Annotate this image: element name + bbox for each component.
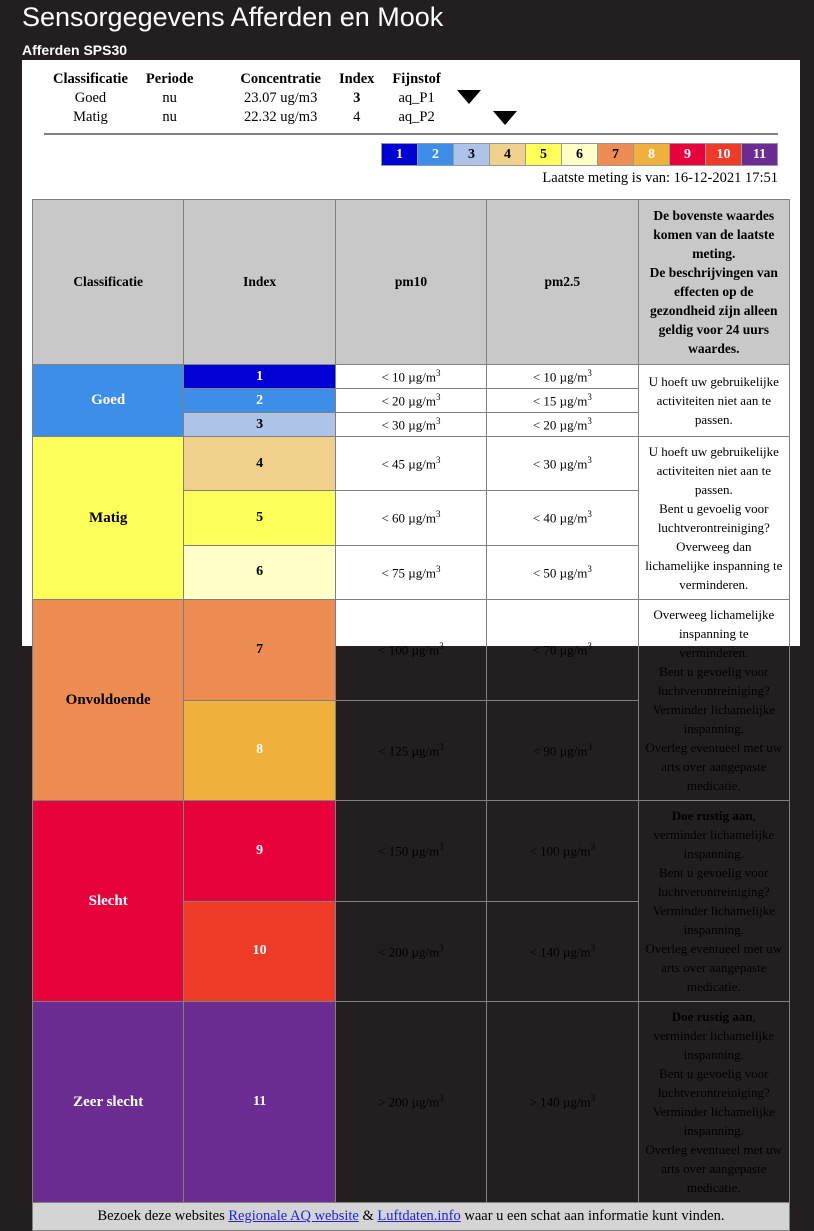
aqi-col-note (638, 200, 789, 365)
footer-prefix: Bezoek deze websites (97, 1208, 229, 1224)
index-scale-cell-8: 8 (634, 144, 670, 166)
col-concentratie: Concentratie (240, 71, 321, 87)
table-row (44, 108, 450, 127)
aqi-class-label-onvoldoende: Onvoldoende (33, 600, 184, 801)
aqi-class-label-goed: Goed (33, 365, 184, 437)
index-scale-cell-1: 1 (382, 144, 418, 166)
aqi-note-line2: De beschrijvingen van effecten op de gezondheid zijn alleen geldig voor 24 uurs waardes. (649, 265, 778, 356)
sensor-name: Afferden SPS30 (22, 42, 128, 58)
index-scale-cell-9: 9 (670, 144, 706, 166)
aqi-index-cell-4: 4 (184, 437, 335, 491)
aqi-description-goed: U hoeft uw gebruikelijke activiteiten niet aan te passen. (638, 365, 789, 437)
aqi-index-cell-10: 10 (184, 901, 335, 1002)
aqi-pm10-value-5: < 60 $\mu g/m^3$ (335, 491, 486, 545)
aqi-pm10-value-9: < 150 $\mu g/m^3$ (335, 801, 486, 902)
aqi-pm25-value-6: < 50 $\mu g/m^3$ (487, 545, 638, 599)
aqi-pm25-value-9: < 100 $\mu g/m^3$ (487, 801, 638, 902)
aqi-pm25-value-4: < 30 $\mu g/m^3$ (487, 437, 638, 491)
aqi-class-label-zeer-slecht: Zeer slecht (33, 1002, 184, 1203)
index-scale-cell-4: 4 (490, 144, 526, 166)
aqi-row-7 (33, 600, 790, 701)
aqi-index-cell-8: 8 (184, 700, 335, 801)
cell-periode: nu (162, 90, 177, 106)
aqi-table-body (33, 365, 790, 1203)
aqi-pm25-value-7: < 70 $\mu g/m^3$ (487, 600, 638, 701)
footer-links-cell (33, 1203, 790, 1231)
index-scale-cell-6: 6 (562, 144, 598, 166)
aqi-pm10-value-4: < 45 $\mu g/m^3$ (335, 437, 486, 491)
aqi-row-4 (33, 437, 790, 491)
aqi-pm10-value-8: < 125 $\mu g/m^3$ (335, 700, 486, 801)
aqi-description-onvoldoende: Overweeg lichamelijke inspanning te verminderen. Bent u gevoelig voor luchtverontreiniging? Verminder lichamelijke inspanning. Overleg eventueel met uw arts over aangepaste medicatie. (638, 600, 789, 801)
cell-index: 3 (353, 90, 361, 106)
aqi-legend-table (32, 199, 790, 1231)
aqi-pm25-value-3: < 20 $\mu g/m^3$ (487, 413, 638, 437)
cell-index: 4 (353, 109, 361, 125)
aqi-pm10-value-7: < 100 $\mu g/m^3$ (335, 600, 486, 701)
cell-concentratie: 23.07 ug/m3 (244, 90, 318, 106)
index-scale-cell-10: 10 (706, 144, 742, 166)
col-index: Index (338, 71, 375, 87)
index-scale-bar (22, 143, 800, 166)
index-marker-pm25-triangle-icon (493, 111, 517, 125)
cell-concentratie: 22.32 ug/m3 (244, 109, 318, 125)
aqi-pm25-value-8: < 90 $\mu g/m^3$ (487, 700, 638, 801)
page-title: Sensorgegevens Afferden en Mook (22, 2, 444, 32)
aqi-index-cell-11: 11 (184, 1002, 335, 1203)
aqi-pm10-value-1: < 10 $\mu g/m^3$ (335, 365, 486, 389)
divider (44, 133, 778, 135)
aqi-col-pm25: pm2.5 (487, 200, 638, 365)
link-luftdaten-info[interactable]: Luftdaten.info (377, 1208, 461, 1224)
cell-classificatie: Matig (73, 109, 108, 125)
aqi-row-11 (33, 1002, 790, 1203)
col-periode: Periode (145, 71, 194, 87)
col-fijnstof: Fijnstof (392, 71, 441, 87)
aqi-description-zeer-slecht: Doe rustig aan, verminder lichamelijke inspanning. Bent u gevoelig voor luchtverontreiniging? Verminder lichamelijke inspanning. Overleg eventueel met uw arts over aangepaste medicatie. (638, 1002, 789, 1203)
aqi-col-classificatie: Classificatie (33, 200, 184, 365)
aqi-pm10-value-6: < 75 $\mu g/m^3$ (335, 545, 486, 599)
aqi-pm25-value-1: < 10 $\mu g/m^3$ (487, 365, 638, 389)
aqi-pm10-value-10: < 200 $\mu g/m^3$ (335, 901, 486, 1002)
aqi-col-pm10: pm10 (335, 200, 486, 365)
col-classificatie: Classificatie (53, 71, 128, 87)
aqi-note-line1: De bovenste waardes komen van de laatste meting. (653, 208, 775, 261)
aqi-legend-section (22, 187, 800, 1231)
aqi-pm25-value-10: < 140 $\mu g/m^3$ (487, 901, 638, 1002)
aqi-index-cell-5: 5 (184, 491, 335, 545)
latest-measurement-table (44, 70, 450, 127)
aqi-index-cell-1: 1 (184, 365, 335, 389)
aqi-index-cell-7: 7 (184, 600, 335, 701)
content-panel (22, 60, 800, 1224)
index-scale-cell-5: 5 (526, 144, 562, 166)
index-marker-pm10-triangle-icon (457, 90, 481, 104)
aqi-pm25-value-11: > 140 $\mu g/m^3$ (487, 1002, 638, 1203)
aqi-index-cell-9: 9 (184, 801, 335, 902)
table-header-row (44, 70, 450, 89)
cell-fijnstof: aq_P2 (398, 109, 435, 125)
index-scale-row (382, 144, 778, 166)
footer-suffix: waar u een schat aan informatie kunt vinden. (460, 1208, 725, 1224)
aqi-description-matig: U hoeft uw gebruikelijke activiteiten niet aan te passen. Bent u gevoelig voor luchtverontreiniging? Overweeg dan lichamelijke inspanning te verminderen. (638, 437, 789, 600)
aqi-col-index: Index (184, 200, 335, 365)
table-row (44, 89, 450, 108)
aqi-index-cell-2: 2 (184, 389, 335, 413)
last-measurement-timestamp: Laatste meting is van: 16-12-2021 17:51 (542, 170, 778, 186)
latest-measurement-section (22, 60, 800, 127)
index-scale-cell-11: 11 (742, 144, 778, 166)
aqi-header-row (33, 200, 790, 365)
footer-middle: & (358, 1208, 378, 1224)
cell-periode: nu (162, 109, 177, 125)
index-scale-cell-3: 3 (454, 144, 490, 166)
aqi-pm25-value-5: < 40 $\mu g/m^3$ (487, 491, 638, 545)
index-scale-cell-7: 7 (598, 144, 634, 166)
index-scale-table (381, 143, 778, 166)
aqi-class-label-matig: Matig (33, 437, 184, 600)
index-scale-cell-2: 2 (418, 144, 454, 166)
cell-classificatie: Goed (74, 90, 107, 106)
aqi-pm10-value-3: < 30 $\mu g/m^3$ (335, 413, 486, 437)
aqi-index-cell-3: 3 (184, 413, 335, 437)
cell-fijnstof: aq_P1 (398, 90, 435, 106)
link-regionale-aq-website[interactable]: Regionale AQ website (228, 1208, 359, 1224)
aqi-description-slecht: Doe rustig aan, verminder lichamelijke inspanning. Bent u gevoelig voor luchtverontreiniging? Verminder lichamelijke inspanning. Overleg eventueel met uw arts over aangepaste medicatie. (638, 801, 789, 1002)
aqi-pm10-value-11: > 200 $\mu g/m^3$ (335, 1002, 486, 1203)
aqi-class-label-slecht: Slecht (33, 801, 184, 1002)
aqi-pm25-value-2: < 15 $\mu g/m^3$ (487, 389, 638, 413)
aqi-row-9 (33, 801, 790, 902)
aqi-row-1 (33, 365, 790, 389)
aqi-pm10-value-2: < 20 $\mu g/m^3$ (335, 389, 486, 413)
aqi-index-cell-6: 6 (184, 545, 335, 599)
aqi-footer-row (33, 1203, 790, 1231)
